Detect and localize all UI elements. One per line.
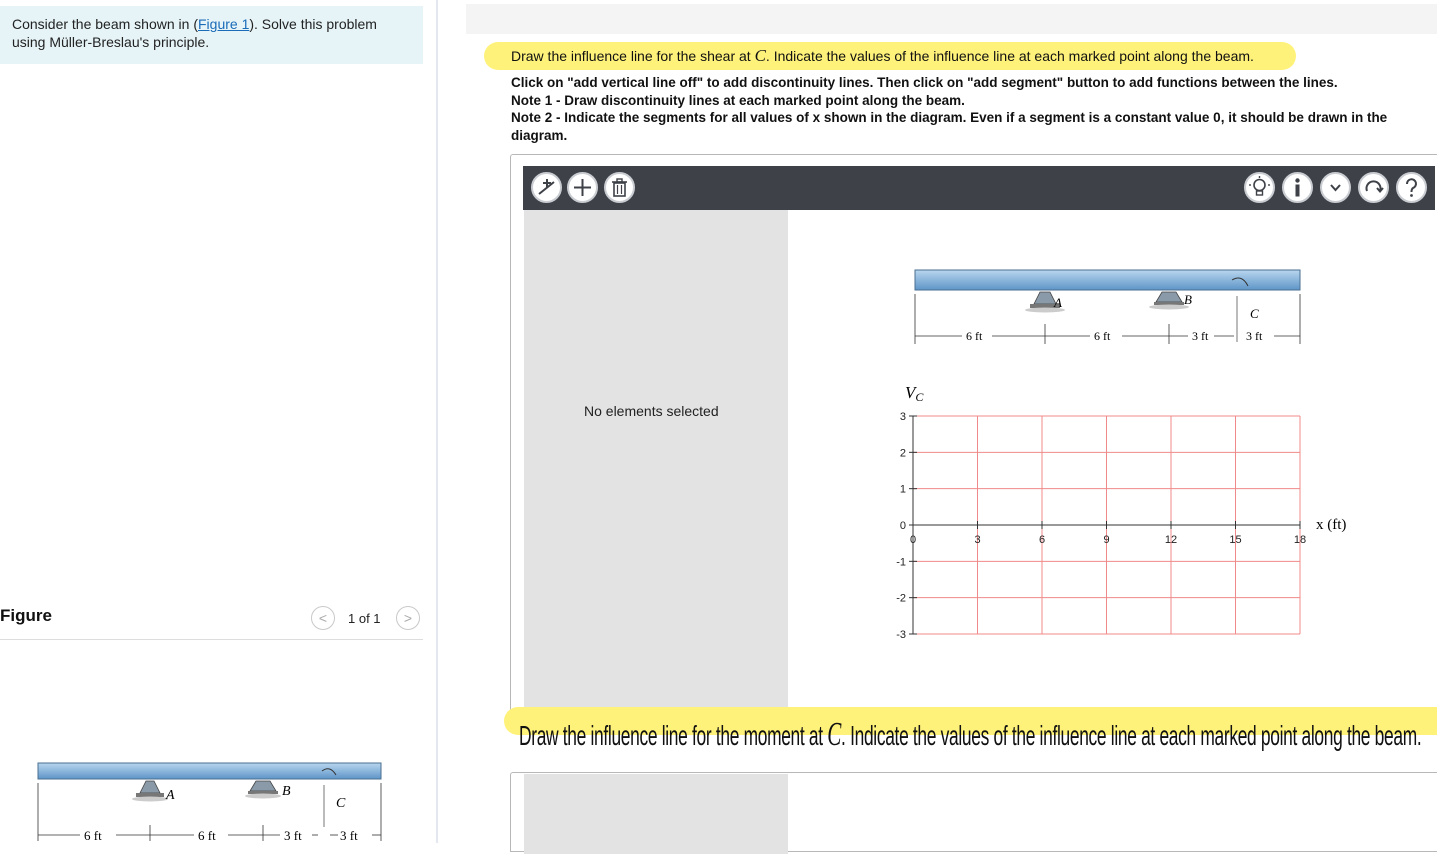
chart-ylabel-main: V [905,383,916,402]
instruction-line-3: Note 2 - Indicate the segments for all values of x shown in the diagram. Even if a segment is a constant value 0, it should be drawn in the diagram. [511,110,1388,143]
widget-label-b: B [1184,292,1192,307]
figure-dim-3: 3 ft [284,828,302,843]
instruction-line-1: Click on "add vertical line off" to add discontinuity lines. Then click on "add segment" button to add functions between the lines. [511,75,1338,90]
part-header-strip [466,4,1437,34]
instruction-line-2: Note 1 - Draw discontinuity lines at each marked point along the beam. [511,92,965,108]
question2-suffix: . Indicate the values of the influence line at each marked point along the beam. [841,720,1422,751]
problem-text-start: Consider the beam shown in ( [12,16,198,32]
info-glyph [1284,174,1311,201]
problem-statement [0,6,423,64]
chevron-right-icon[interactable]: > [396,606,420,630]
x-tick-label: 9 [1103,534,1110,546]
influence-line-chart[interactable] [880,376,1370,646]
question1-prefix: Draw the influence line for the shear at [511,48,755,64]
help-icon[interactable] [1396,172,1427,203]
figure-title: Figure [0,606,52,625]
widget-label-c: C [1250,306,1259,321]
y-tick-label: -3 [896,629,906,641]
figure-support-a [132,781,168,802]
chevron-down-icon[interactable] [1320,172,1351,203]
figure-divider [0,639,423,640]
widget-dim-3: 3 ft [1192,329,1209,343]
chart-xlabel: x (ft) [1316,517,1347,533]
hint-bulb-icon[interactable] [1244,172,1275,203]
chart-ylabel-sub: C [915,390,924,404]
help-glyph [1398,174,1425,201]
hint-bulb-glyph [1246,174,1273,201]
problem-text-end: ). Solve this problem using Müller-Breslau's principle. [12,16,377,50]
add-vertical-line-icon[interactable] [531,172,562,203]
figure-counter: 1 of 1 [348,611,381,626]
pane-divider[interactable] [436,0,438,843]
element-properties-panel [524,210,788,724]
question2-var: C [827,716,842,753]
widget-dim-4: 3 ft [1246,329,1263,343]
y-tick-label: 1 [899,483,906,496]
y-tick-label: 3 [899,411,906,423]
x-tick-label: 18 [1293,534,1307,546]
x-tick-label: 12 [1164,534,1178,546]
chart-axes [896,411,1306,641]
widget-beam-diagram [900,262,1310,352]
figure-beam-bar [38,763,381,779]
x-tick-label: 6 [1038,534,1046,546]
reset-icon[interactable] [1358,172,1389,203]
figure-dim-1: 6 ft [84,828,102,843]
widget-beam-bar [915,270,1300,290]
figure-link[interactable]: Figure 1 [198,16,250,32]
figure-label-a: A [166,788,175,803]
chevron-left-icon[interactable]: < [311,606,335,630]
figure-dim-2: 6 ft [198,828,216,843]
x-tick-label: 3 [974,534,981,546]
x-tick-label: 15 [1229,534,1242,546]
x-tick-label: 0 [909,534,917,546]
question2-prefix: Draw the influence line for the moment at [519,720,828,751]
y-tick-label: 0 [899,520,906,532]
add-segment-icon[interactable] [567,172,598,203]
y-tick-label: 2 [899,447,906,460]
question1-suffix: . Indicate the values of the influence line at each marked point along the beam. [765,48,1254,64]
figure-label-b: B [282,784,291,799]
chevron-down-glyph [1322,174,1349,201]
widget-support-b [1149,292,1189,310]
element-properties-panel-2 [524,774,788,854]
question1-var: C [754,46,766,65]
figure-label-c: C [336,796,346,811]
widget-label-a: A [1054,295,1062,310]
no-selection-message: No elements selected [584,403,719,419]
y-tick-label: -2 [896,592,906,605]
left-pane [0,0,437,843]
info-icon[interactable] [1282,172,1313,203]
widget-dim-1: 6 ft [966,329,983,343]
reset-glyph [1360,174,1387,201]
widget-dim-2: 6 ft [1094,329,1111,343]
drawing-canvas-2[interactable] [790,774,1428,835]
figure-dim-4: 3 ft [340,828,358,843]
question2-text [519,716,1421,754]
chart-ylabel [905,383,924,404]
instructions [511,74,1431,144]
y-tick-label: -1 [896,556,906,569]
question1-text [511,46,1254,66]
trash-icon[interactable] [604,172,635,203]
add-segment-glyph [569,174,596,201]
add-vertical-line-glyph [533,174,560,201]
trash-glyph [606,174,633,201]
figure-support-b [245,781,281,799]
figure-beam-diagram [30,755,390,843]
